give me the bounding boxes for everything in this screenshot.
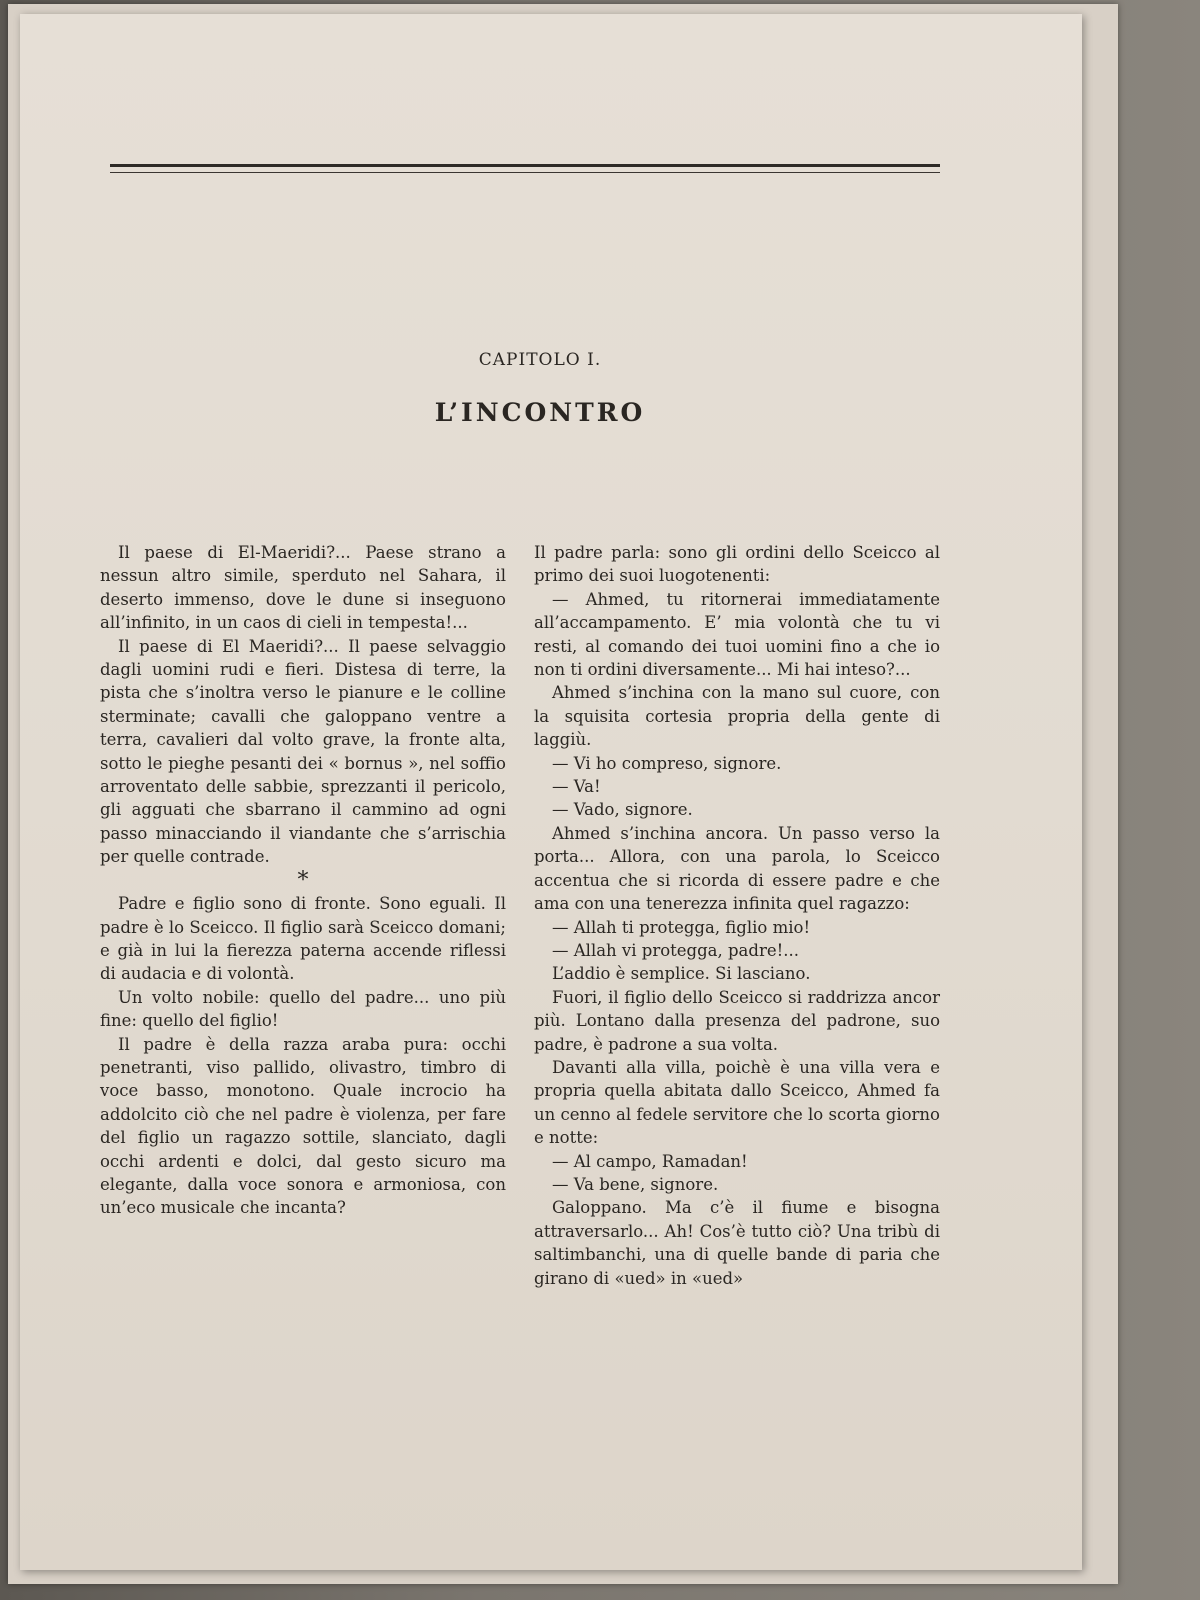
paragraph: — Allah vi protegga, padre!... [552,940,799,960]
paragraph: Davanti alla villa, poichè è una villa vera e propria quella abitata dallo Sceicco, Ahmed fa un cenno al fedele servitore che lo scorta giorno e notte: [534,1057,940,1148]
paragraph: — Va! [552,777,601,797]
paragraph: Un volto nobile: quello del padre... uno più fine: quello del figlio! [100,987,506,1031]
left-column [100,541,506,1220]
paragraph: — Al campo, Ramadan! [552,1151,748,1171]
paragraph: — Ahmed, tu ritornerai immediatamente all’accampamento. E’ mia volontà che tu vi resti, al comando dei tuoi uomini fino a che io non ti ordini diversamente... Mi hai inteso?... [534,589,940,680]
paragraph: Il paese di El-Maeridi?... Paese strano a nessun altro simile, sperduto nel Sahara, il deserto immenso, dove le dune si inseguono all’infinito, in un caos di cieli in tempesta!... [100,543,506,633]
paragraph: Ahmed s’inchina ancora. Un passo verso la porta... Allora, con una parola, lo Sceicco accentua che si ricorda di essere padre e che ama con una tenerezza infinita quel ragazzo: [534,823,940,914]
paragraph: — Allah ti protegga, figlio mio! [552,917,811,937]
paragraph: Il padre parla: sono gli ordini dello Sceicco al primo dei suoi luogotenenti: [534,543,940,586]
paragraph: Padre e figlio sono di fronte. Sono eguali. Il padre è lo Sceicco. Il figlio sarà Sceicco domani; e già in lui la fierezza paterna accende riflessi di audacia e di volontà. [100,894,506,984]
right-column [534,541,940,1290]
paragraph: Galoppano. Ma c’è il fiume e bisogna attraversarlo... Ah! Cos’è tutto ciò? Una tribù di saltimbanchi, una di quelle bande di paria che girano di «ued» in «ued» [534,1198,940,1288]
paragraph: — Vado, signore. [552,800,693,820]
paragraph: — Vi ho compreso, signore. [552,753,782,773]
header-rule-thin [110,172,940,173]
header-rule-thick [110,164,940,167]
chapter-label: CAPITOLO I. [478,350,602,370]
paragraph: Fuori, il figlio dello Sceicco si raddrizza ancor più. Lontano dalla presenza del padrone, suo padre, è padrone a sua volta. [534,987,940,1054]
book-page [20,14,1082,1570]
paragraph: Il padre è della razza araba pura: occhi penetranti, viso pallido, olivastro, timbro di voce basso, monotono. Quale incrocio ha addolcito ciò che nel padre è violenza, per fare del figlio un ragazzo sottile, slanciato, dagli occhi ardenti e dolci, dal gesto sicuro ma elegante, dalla voce sonora e armoniosa, con un’eco musicale che incanta? [100,1034,506,1218]
paragraph: Ahmed s’inchina con la mano sul cuore, con la squisita cortesia propria della gente di laggiù. [534,683,940,750]
section-separator: * [297,867,309,893]
paragraph: — Va bene, signore. [552,1174,719,1194]
paragraph: Il paese di El Maeridi?... Il paese selvaggio dagli uomini rudi e fieri. Distesa di terre, la pista che s’inoltra verso le pianure e le colline sterminate; cavalli che galoppano ventre a terra, cavalieri dal volto grave, la fronte alta, sotto le pieghe pesanti dei « bornus », nel soffio arroventato delle sabbie, sprezzanti il pericolo, gli agguati che sbarrano il cammino ad ogni passo minacciando il viandante che s’arrischia per quelle contrade. [100,636,506,867]
paragraph: L’addio è semplice. Si lasciano. [552,964,811,984]
chapter-title: L’INCONTRO [434,398,646,427]
